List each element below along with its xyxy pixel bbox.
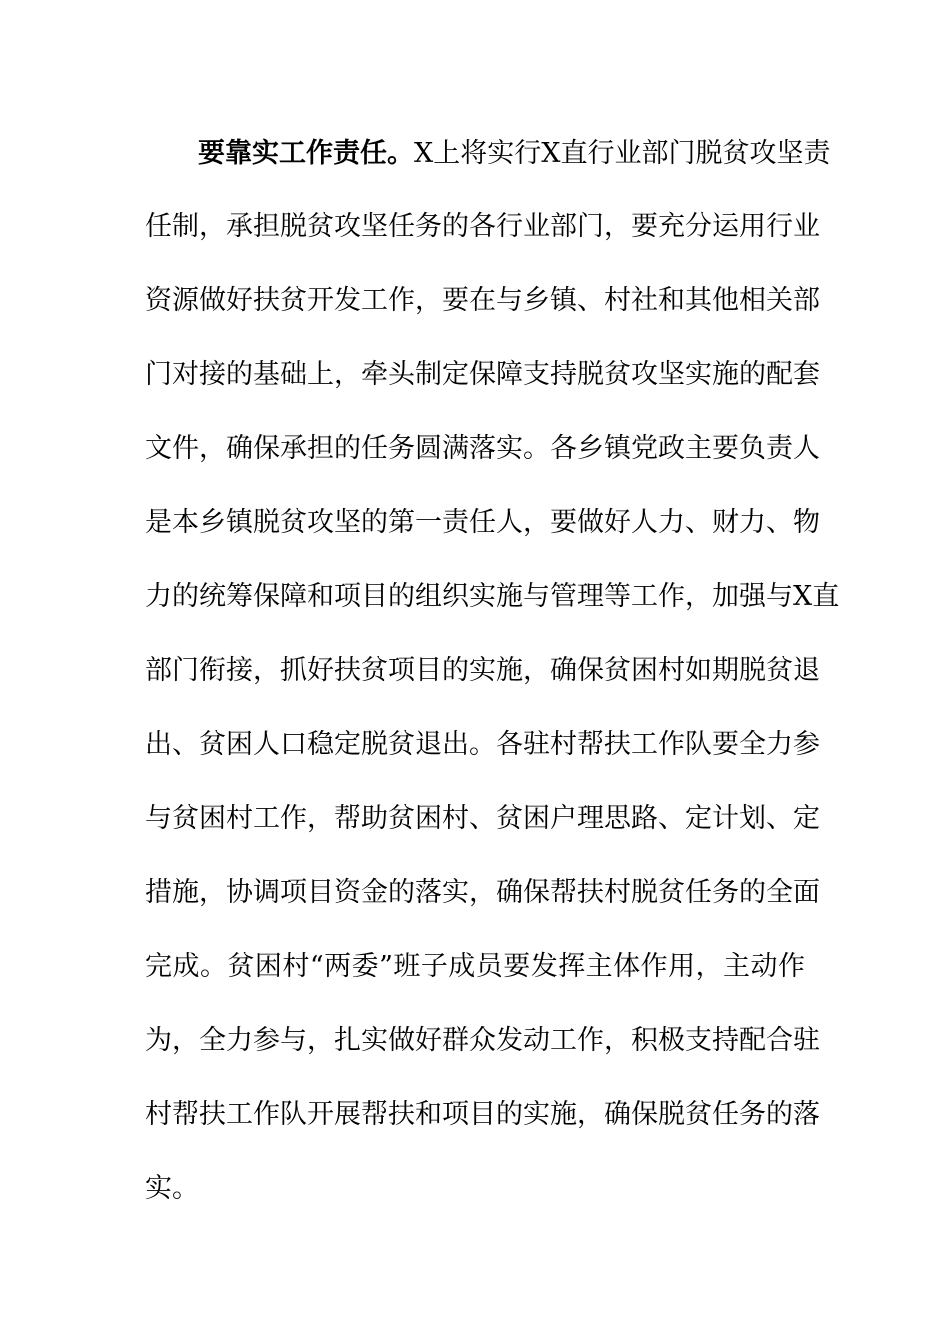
paragraph-line-1-text: X上将实行X直行业部门脱贫攻坚责 [414, 138, 831, 169]
paragraph-line-8: 部门衔接，抓好扶贫项目的实施，确保贫困村如期脱贫退 [145, 655, 820, 686]
paragraph-line-13: 为，全力参与，扎实做好群众发动工作，积极支持配合驻 [145, 1025, 820, 1056]
paragraph-line-14: 村帮扶工作队开展帮扶和项目的实施，确保脱贫任务的落 [145, 1099, 820, 1130]
paragraph-line-15: 实。 [145, 1173, 199, 1204]
paragraph-line-2: 任制，承担脱贫攻坚任务的各行业部门，要充分运用行业 [145, 211, 820, 242]
paragraph-line-5: 文件，确保承担的任务圆满落实。各乡镇党政主要负责人 [145, 433, 820, 464]
paragraph-line-9: 出、贫困人口稳定脱贫退出。各驻村帮扶工作队要全力参 [145, 729, 820, 760]
paragraph-line-12: 完成。贫困村“两委”班子成员要发挥主体作用，主动作 [145, 951, 805, 982]
paragraph-line-11: 措施，协调项目资金的落实，确保帮扶村脱贫任务的全面 [145, 877, 820, 908]
paragraph-line-10: 与贫困村工作，帮助贫困村、贫困户理思路、定计划、定 [145, 803, 820, 834]
paragraph-line-6: 是本乡镇脱贫攻坚的第一责任人，要做好人力、财力、物 [145, 507, 820, 538]
paragraph-line-3: 资源做好扶贫开发工作，要在与乡镇、村社和其他相关部 [145, 285, 820, 316]
paragraph-lead: 要靠实工作责任。 [198, 138, 414, 169]
paragraph-line-7: 力的统筹保障和项目的组织实施与管理等工作，加强与X直 [145, 581, 840, 612]
paragraph-line-4: 门对接的基础上，牵头制定保障支持脱贫攻坚实施的配套 [145, 359, 820, 390]
paragraph-line-1 [198, 136, 831, 172]
